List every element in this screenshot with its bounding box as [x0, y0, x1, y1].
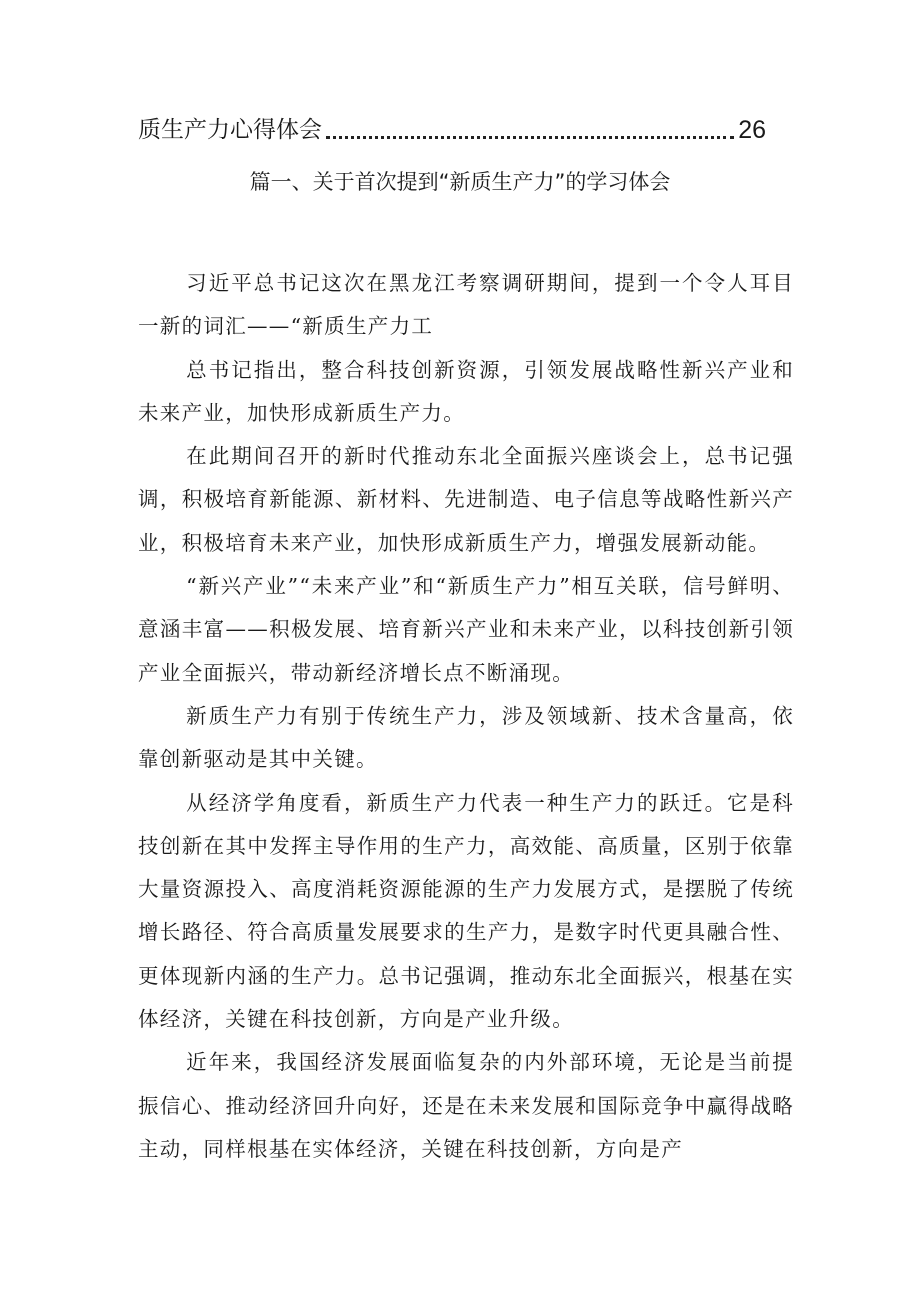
- paragraph: 从经济学角度看，新质生产力代表一种生产力的跃迁。它是科技创新在其中发挥主导作用的生产力，高效能、高质量，区别于依靠大量资源投入、高度消耗资源能源的生产力发展方式，是摆脱了传统增长路径、符合高质量发展要求的生产力，是数字时代更具融合性、更体现新内涵的生产力。总书记强调，推动东北全面振兴，根基在实体经济，关键在科技创新，方向是产业升级。: [138, 790, 794, 1032]
- section-title: 篇一、关于首次提到“新质生产力”的学习体会: [249, 170, 671, 194]
- paragraph: “新兴产业”“未来产业”和“新质生产力”相互关联，信号鲜明、意涵丰富——积极发展、培育新兴产业和未来产业，以科技创新引领产业全面振兴，带动新经济增长点不断涌现。: [138, 574, 794, 685]
- toc-entry-title: 质生产力心得体会: [138, 117, 322, 143]
- paragraph: 在此期间召开的新时代推动东北全面振兴座谈会上，总书记强调，积极培育新能源、新材料、先进制造、电子信息等战略性新兴产业，积极培育未来产业，加快形成新质生产力，增强发展新动能。: [138, 444, 794, 555]
- toc-page-number: 26: [738, 116, 766, 144]
- toc-dot-leader: [326, 136, 734, 139]
- article-body: [138, 262, 794, 1171]
- paragraph: 近年来，我国经济发展面临复杂的内外部环境，无论是当前提振信心、推动经济回升向好，还是在未来发展和国际竞争中赢得战略主动，同样根基在实体经济，关键在科技创新，方向是产: [138, 1050, 794, 1161]
- paragraph: 习近平总书记这次在黑龙江考察调研期间，提到一个令人耳目一新的词汇——“新质生产力工: [138, 271, 794, 339]
- paragraph: 新质生产力有别于传统生产力，涉及领域新、技术含量高，依靠创新驱动是其中关键。: [138, 703, 794, 772]
- paragraph: 总书记指出，整合科技创新资源，引领发展战略性新兴产业和未来产业，加快形成新质生产力。: [138, 357, 794, 425]
- toc-entry[interactable]: [138, 108, 766, 148]
